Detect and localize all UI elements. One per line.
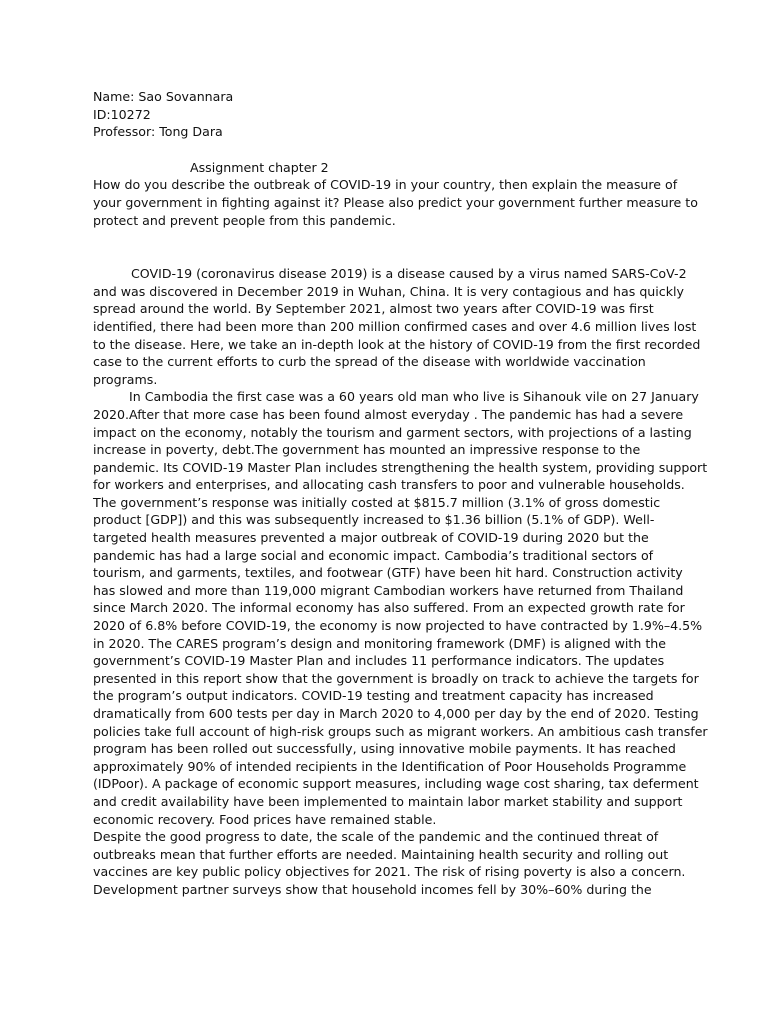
student-id: ID:10272 <box>93 106 151 122</box>
assignment-question: How do you describe the outbreak of COVID-19 in your country, then explain the measure of your government in fighting against it? Please also predict your government further measure to protect and prevent people from this pandemic. <box>93 177 698 228</box>
student-name: Name: Sao Sovannara <box>93 89 234 104</box>
body-paragraph-intro: COVID-19 (coronavirus disease 2019) is a disease caused by a virus named SARS-CoV-2 and was discovered in December 2019 in Wuhan, China. It is very contagious and has quickly spread around the world. By September 2021, almost two years after COVID-19 was first identified, there had been more than 200 million confirmed cases and over 4.6 million lives lost to the disease. Here, we take an in-depth look at the history of COVID-19 from the first recorded case to the current efforts to curb the spread of the disease with worldwide vaccination programs. <box>93 266 701 387</box>
assignment-title: Assignment chapter 2 <box>190 159 329 175</box>
body-paragraph-outlook: Despite the good progress to date, the scale of the pandemic and the continued threat of outbreaks mean that further efforts are needed. Maintaining health security and rolling out vaccines are key public policy objectives for 2021. The risk of rising poverty is also a concern. Development partner surveys show that household incomes fell by 30%–60% during the <box>93 829 686 897</box>
body-paragraph-cambodia: In Cambodia the first case was a 60 years old man who live is Sihanouk vile on 27 January 2020.After that more case has been found almost everyday . The pandemic has had a severe impact on the economy, notably the tourism and garment sectors, with projections of a lasting increase in poverty, debt.The government has mounted an impressive response to the pandemic. Its COVID-19 Master Plan includes strengthening the health system, providing support for workers and enterprises, and allocating cash transfers to poor and vulnerable households. The government’s response was initially costed at $815.7 million (3.1% of gross domestic product [GDP]) and this was subsequently increased to $1.36 billion (5.1% of GDP). Well-targeted health measures prevented a major outbreak of COVID-19 during 2020 but the pandemic has had a large social and economic impact. Cambodia’s traditional sectors of tourism, and garments, textiles, and footwear (GTF) have been hit hard. Construction activity has slowed and more than 119,000 migrant Cambodian workers have returned from Thailand since March 2020. The informal economy has also suffered. From an expected growth rate for 2020 of 6.8% before COVID-19, the economy is now projected to have contracted by 1.9%–4.5% in 2020. The CARES program’s design and monitoring framework (DMF) is aligned with the government’s COVID-19 Master Plan and includes 11 performance indicators. The updates presented in this report show that the government is broadly on track to achieve the targets for the program’s output indicators. COVID-19 testing and treatment capacity has increased dramatically from 600 tests per day in March 2020 to 4,000 per day by the end of 2020. Testing policies take full account of high-risk groups such as migrant workers. An ambitious cash transfer program has been rolled out successfully, using innovative mobile payments. It has reached approximately 90% of intended recipients in the Identification of Poor Households Programme (IDPoor). A package of economic support measures, including wage cost sharing, tax deferment and credit availability have been implemented to maintain labor market stability and support economic recovery. Food prices have remained stable. <box>93 389 708 827</box>
student-header <box>93 88 708 141</box>
professor-name: Professor: Tong Dara <box>93 124 223 140</box>
